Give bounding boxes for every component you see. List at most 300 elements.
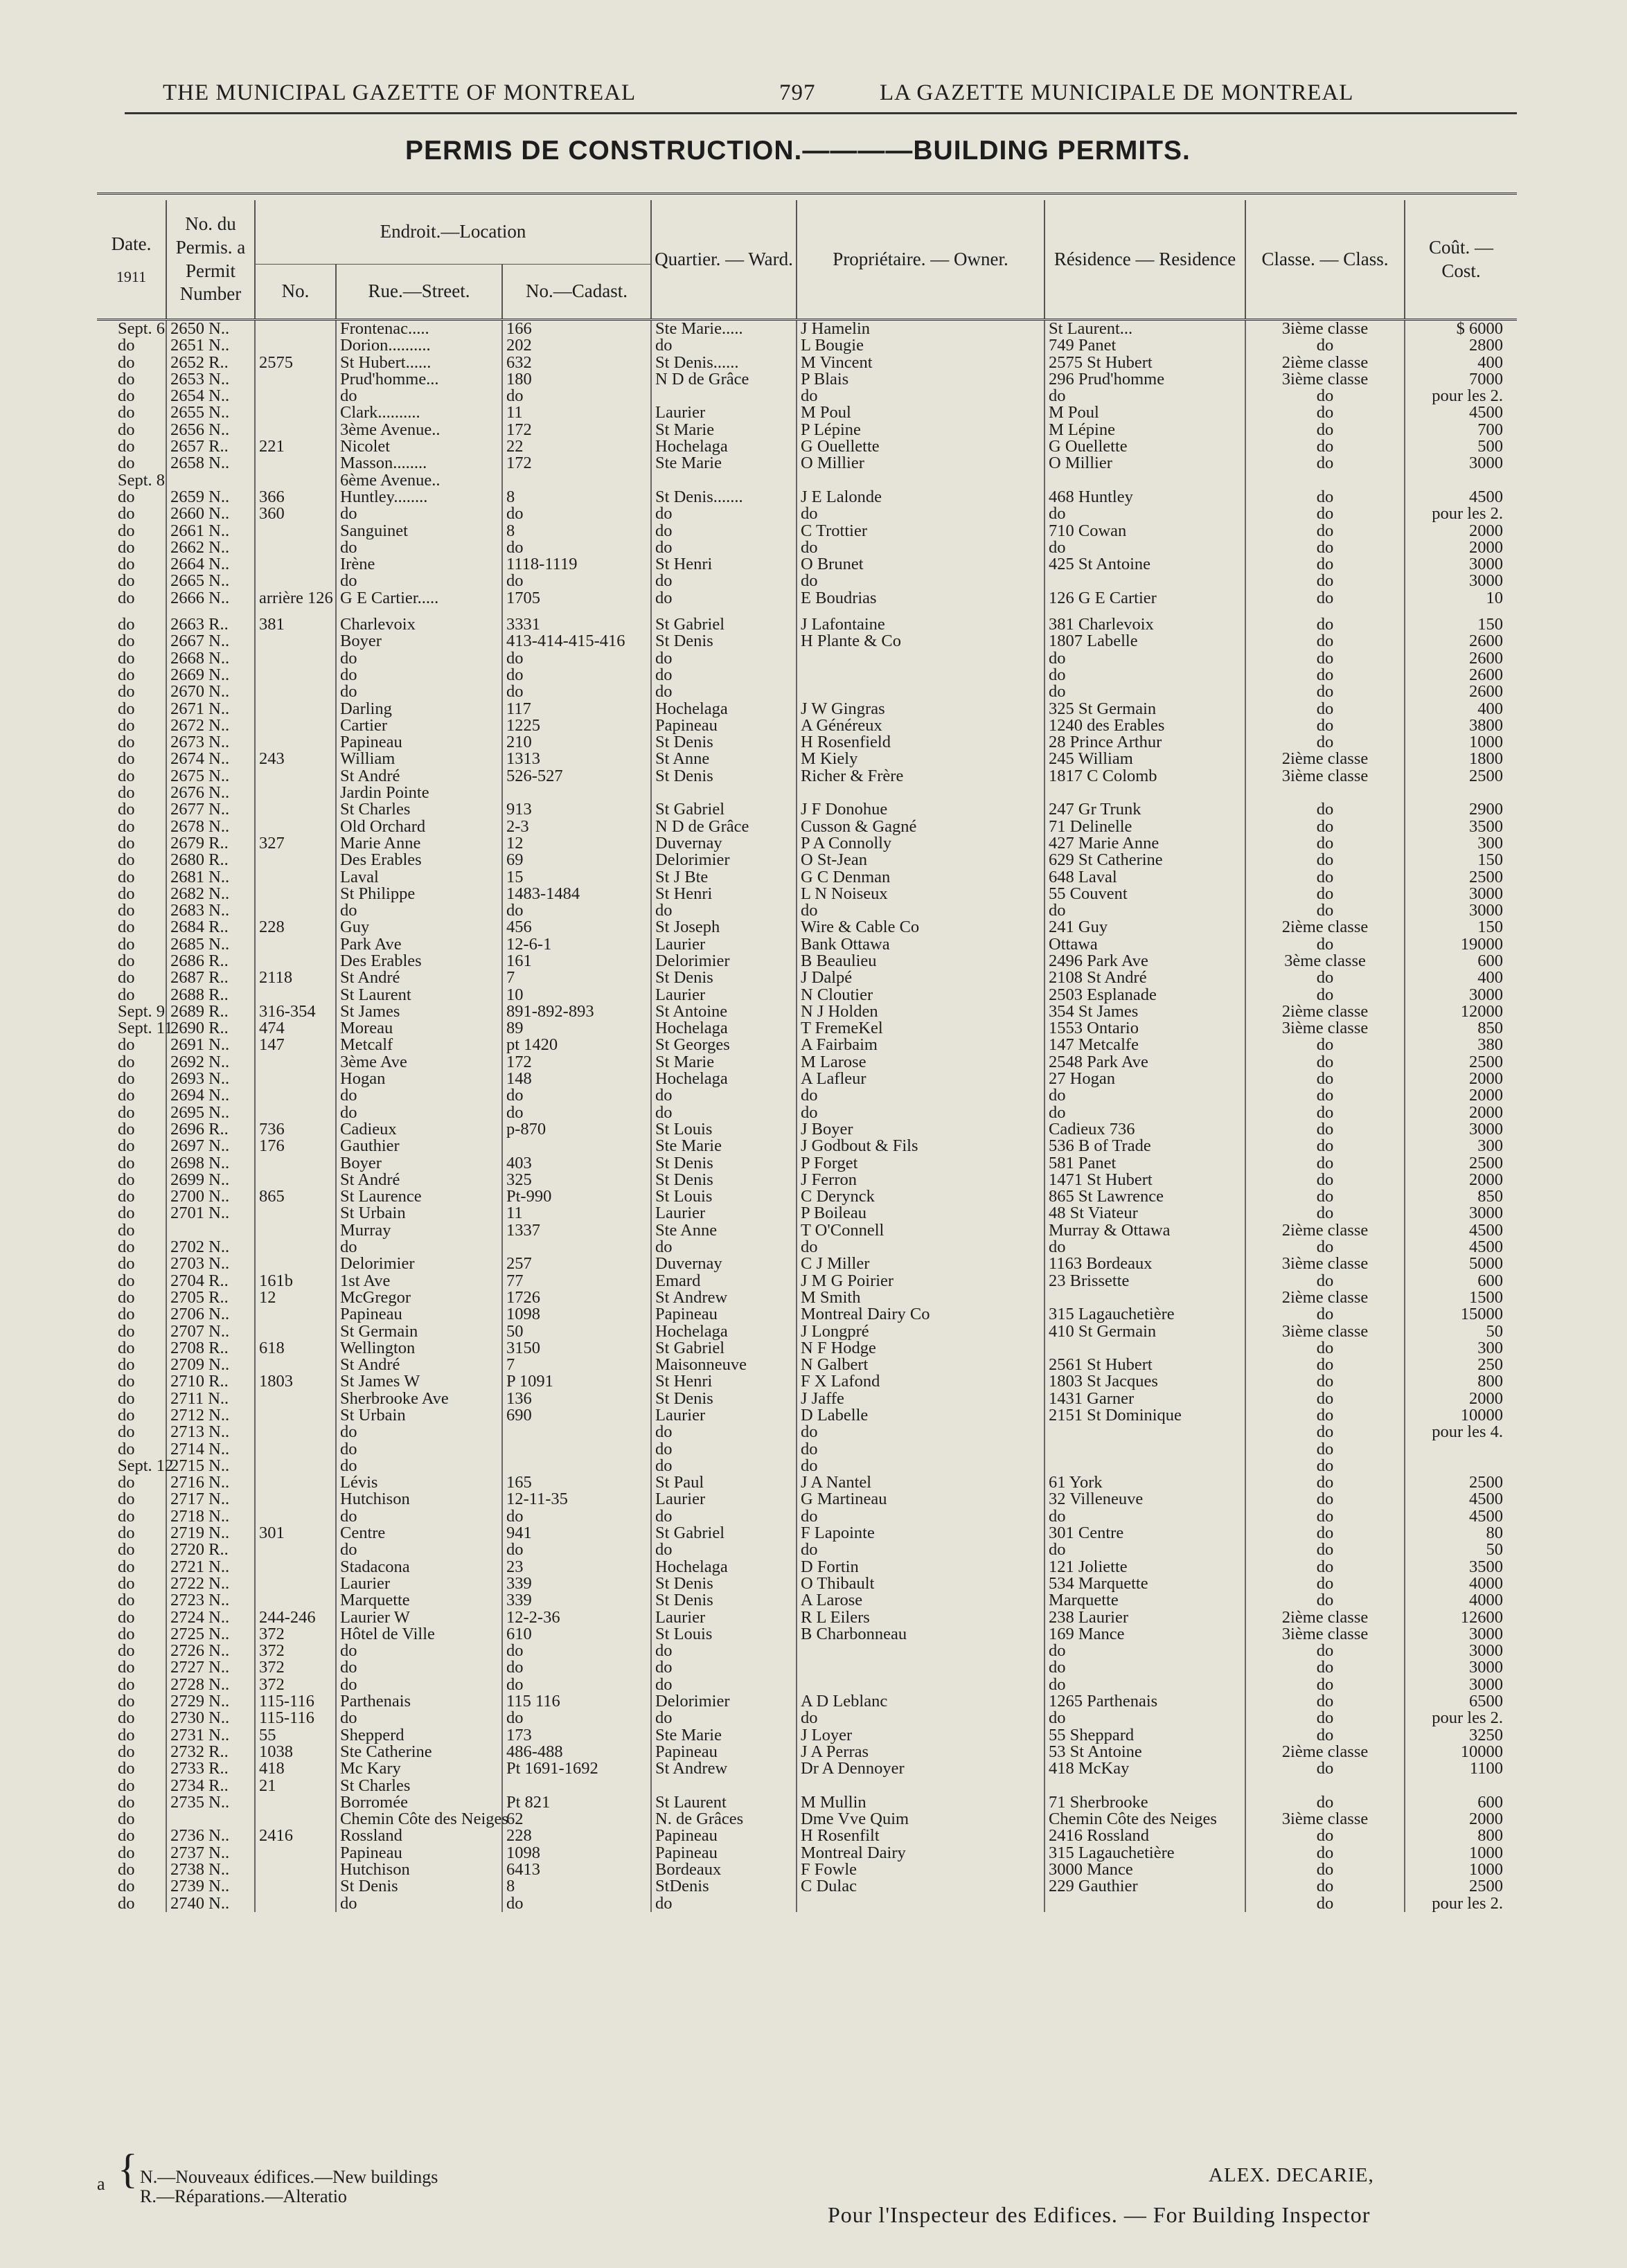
- cell-permit: 2667 N..: [166, 633, 255, 650]
- cell-cadast: 632: [502, 355, 651, 371]
- cell-owner: A Fairbaim: [797, 1037, 1044, 1053]
- cell-date: do: [118, 1204, 135, 1223]
- cell-date: do: [118, 1389, 135, 1408]
- cell-class: do: [1245, 1087, 1405, 1104]
- cell-ward: do: [651, 684, 797, 700]
- cell-ward: Delorimier: [651, 852, 797, 868]
- cell-cadast: 115 116: [502, 1693, 651, 1710]
- cell-cost: 600: [1405, 1273, 1517, 1289]
- cell-street: St André: [336, 1172, 502, 1188]
- header-rule: [125, 112, 1517, 114]
- cell-residence: [1044, 1441, 1245, 1458]
- cell-permit: 2664 N..: [166, 556, 255, 573]
- cell-date: do: [118, 682, 135, 702]
- cell-ward: Laurier: [651, 404, 797, 421]
- cell-class: do: [1245, 936, 1405, 953]
- cell-class: [1245, 1778, 1405, 1794]
- cell-cadast: 23: [502, 1559, 651, 1575]
- cell-class: [1245, 785, 1405, 801]
- cell-class: do: [1245, 734, 1405, 751]
- cell-residence: 71 Sherbrooke: [1044, 1794, 1245, 1811]
- cell-cost: 1000: [1405, 1861, 1517, 1878]
- cell-no: [255, 1542, 336, 1558]
- cell-cost: 2000: [1405, 1071, 1517, 1087]
- table-row: [97, 1693, 1517, 1710]
- cell-residence: 229 Gauthier: [1044, 1878, 1245, 1895]
- cell-cost: 4000: [1405, 1575, 1517, 1592]
- cell-street: do: [336, 1424, 502, 1440]
- cell-ward: do: [651, 539, 797, 556]
- cell-no: [255, 768, 336, 785]
- cell-street: Cartier: [336, 717, 502, 734]
- cell-no: 316-354: [255, 1003, 336, 1020]
- cell-no: [255, 936, 336, 953]
- cell-class: do: [1245, 556, 1405, 573]
- cell-no: 327: [255, 835, 336, 852]
- cell-residence: 245 William: [1044, 751, 1245, 767]
- cell-class: do: [1245, 701, 1405, 717]
- cell-cost: 2600: [1405, 650, 1517, 667]
- cell-ward: St Gabriel: [651, 1525, 797, 1542]
- cell-class: do: [1245, 1121, 1405, 1138]
- cell-class: do: [1245, 1508, 1405, 1525]
- cell-ward: St Denis: [651, 1592, 797, 1609]
- cell-cadast: do: [502, 1508, 651, 1525]
- table-row: [97, 472, 1517, 489]
- cell-ward: N D de Grâce: [651, 819, 797, 835]
- table-row: [97, 801, 1517, 818]
- cell-cadast: 202: [502, 337, 651, 354]
- cell-owner: J Lafontaine: [797, 616, 1044, 633]
- cell-ward: Hochelaga: [651, 1323, 797, 1340]
- table-row: [97, 1121, 1517, 1138]
- cell-street: do: [336, 506, 502, 522]
- cell-street: Papineau: [336, 734, 502, 751]
- cell-cost: 300: [1405, 1340, 1517, 1357]
- cell-cost: 3000: [1405, 987, 1517, 1003]
- cell-class: do: [1245, 1861, 1405, 1878]
- cell-no: [255, 1575, 336, 1592]
- table-row: [97, 573, 1517, 589]
- cell-no: [255, 701, 336, 717]
- cell-date: do: [118, 1119, 135, 1139]
- cell-no: [255, 1155, 336, 1172]
- cell-ward: St Denis: [651, 970, 797, 986]
- cell-cadast: 3150: [502, 1340, 651, 1357]
- cell-no: 372: [255, 1659, 336, 1676]
- cell-no: [255, 1105, 336, 1121]
- table-row: [97, 1003, 1517, 1020]
- cell-ward: do: [651, 650, 797, 667]
- cell-owner: do: [797, 1458, 1044, 1474]
- cell-ward: Ste Marie: [651, 1138, 797, 1154]
- cell-permit: 2703 N..: [166, 1256, 255, 1272]
- cell-owner: [797, 650, 1044, 667]
- cell-residence: [1044, 573, 1245, 589]
- cell-street: do: [336, 902, 502, 919]
- cell-class: do: [1245, 455, 1405, 472]
- cell-cadast: [502, 1458, 651, 1474]
- cell-owner: R L Eilers: [797, 1609, 1044, 1626]
- cell-class: do: [1245, 1828, 1405, 1844]
- cell-class: do: [1245, 590, 1405, 607]
- cell-ward: St Anne: [651, 751, 797, 767]
- cell-no: 243: [255, 751, 336, 767]
- cell-owner: do: [797, 539, 1044, 556]
- cell-no: 372: [255, 1626, 336, 1643]
- table-row: [97, 970, 1517, 986]
- cell-class: do: [1245, 1306, 1405, 1323]
- cell-residence: 315 Lagauchetière: [1044, 1306, 1245, 1323]
- cell-class: do: [1245, 1794, 1405, 1811]
- cell-street: Delorimier: [336, 1256, 502, 1272]
- cell-street: Dorion..........: [336, 337, 502, 354]
- cell-date: Sept. 8: [118, 470, 166, 490]
- cell-cadast: 1118-1119: [502, 556, 651, 573]
- cell-cost: 12000: [1405, 1003, 1517, 1020]
- cell-permit: 2712 N..: [166, 1407, 255, 1424]
- cell-residence: do: [1044, 1542, 1245, 1558]
- cell-street: St Laurence: [336, 1188, 502, 1205]
- cell-ward: do: [651, 1542, 797, 1558]
- table-row: [97, 404, 1517, 421]
- cell-ward: Hochelaga: [651, 1071, 797, 1087]
- cell-owner: A Généreux: [797, 717, 1044, 734]
- cell-residence: 301 Centre: [1044, 1525, 1245, 1542]
- cell-residence: M Poul: [1044, 404, 1245, 421]
- cell-permit: 2697 N..: [166, 1138, 255, 1154]
- table-row: [97, 1020, 1517, 1037]
- table-row: [97, 1155, 1517, 1172]
- cell-street: Sanguinet: [336, 523, 502, 539]
- cell-cadast: 173: [502, 1727, 651, 1744]
- cell-cost: [1405, 1441, 1517, 1458]
- cell-permit: 2655 N..: [166, 404, 255, 421]
- table-row: [97, 1744, 1517, 1760]
- cell-date: do: [118, 1338, 135, 1357]
- cell-owner: J Longpré: [797, 1323, 1044, 1340]
- cell-owner: do: [797, 1424, 1044, 1440]
- footnote-mark: a: [97, 2174, 105, 2194]
- cell-class: 3ième classe: [1245, 1020, 1405, 1037]
- cell-date: do: [118, 1641, 135, 1661]
- cell-no: [255, 472, 336, 489]
- cell-no: [255, 785, 336, 801]
- cell-street: McGregor: [336, 1289, 502, 1306]
- cell-cost: 4500: [1405, 1508, 1517, 1525]
- cell-date: do: [118, 403, 135, 422]
- cell-cost: [1405, 472, 1517, 489]
- cell-street: Borromée: [336, 1794, 502, 1811]
- table-row: [97, 1845, 1517, 1861]
- cell-ward: do: [651, 1677, 797, 1693]
- cell-cost: 1100: [1405, 1760, 1517, 1777]
- cell-owner: J E Lalonde: [797, 489, 1044, 506]
- cell-cadast: do: [502, 1677, 651, 1693]
- cell-date: do: [118, 1187, 135, 1206]
- cell-no: [255, 388, 336, 404]
- cell-residence: 241 Guy: [1044, 919, 1245, 936]
- cell-street: do: [336, 1542, 502, 1558]
- cell-date: do: [118, 1776, 135, 1795]
- cell-owner: M Poul: [797, 404, 1044, 421]
- cell-date: do: [118, 1254, 135, 1274]
- cell-residence: 418 McKay: [1044, 1760, 1245, 1777]
- cell-ward: Hochelaga: [651, 1020, 797, 1037]
- cell-ward: Papineau: [651, 717, 797, 734]
- cell-no: 1803: [255, 1373, 336, 1390]
- cell-permit: 2713 N..: [166, 1424, 255, 1440]
- cell-street: Ste Catherine: [336, 1744, 502, 1760]
- cell-residence: [1044, 1778, 1245, 1794]
- table-row: [97, 455, 1517, 472]
- cell-ward: Hochelaga: [651, 438, 797, 455]
- cell-ward: St Henri: [651, 886, 797, 902]
- cell-permit: 2678 N..: [166, 819, 255, 835]
- cell-permit: 2732 R..: [166, 1744, 255, 1760]
- table-row: [97, 1373, 1517, 1390]
- cell-residence: 648 Laval: [1044, 869, 1245, 886]
- cell-cost: 2500: [1405, 869, 1517, 886]
- cell-permit: 2709 N..: [166, 1357, 255, 1373]
- cell-cost: 1800: [1405, 751, 1517, 767]
- cell-date: Sept. 9: [118, 1001, 166, 1021]
- table-row: [97, 1659, 1517, 1676]
- cell-cadast: 456: [502, 919, 651, 936]
- cell-residence: 354 St James: [1044, 1003, 1245, 1020]
- cell-cadast: 172: [502, 455, 651, 472]
- cell-permit: 2673 N..: [166, 734, 255, 751]
- cell-date: do: [118, 1692, 135, 1711]
- cell-permit: 2652 R..: [166, 355, 255, 371]
- table-row: [97, 1895, 1517, 1912]
- cell-owner: F X Lafond: [797, 1373, 1044, 1390]
- table-row: [97, 936, 1517, 953]
- table-row: [97, 1087, 1517, 1104]
- cell-permit: 2660 N..: [166, 506, 255, 522]
- cell-cost: 600: [1405, 1794, 1517, 1811]
- cell-cadast: Pt 1691-1692: [502, 1760, 651, 1777]
- cell-date: do: [118, 1052, 135, 1071]
- cell-cost: 600: [1405, 953, 1517, 970]
- cell-residence: 71 Delinelle: [1044, 819, 1245, 835]
- table-row: [97, 1559, 1517, 1575]
- cell-cadast: [502, 1138, 651, 1154]
- cell-cadast: 172: [502, 422, 651, 438]
- cell-cadast: 339: [502, 1575, 651, 1592]
- cell-class: do: [1245, 684, 1405, 700]
- cell-owner: B Beaulieu: [797, 953, 1044, 970]
- cell-no: [255, 1357, 336, 1373]
- cell-ward: St Denis: [651, 633, 797, 650]
- cell-owner: [797, 1643, 1044, 1659]
- cell-residence: 27 Hogan: [1044, 1071, 1245, 1087]
- cell-class: do: [1245, 489, 1405, 506]
- cell-cost: 380: [1405, 1037, 1517, 1053]
- cell-class: do: [1245, 1760, 1405, 1777]
- cell-cost: 50: [1405, 1323, 1517, 1340]
- cell-no: [255, 1222, 336, 1239]
- table-row: [97, 1626, 1517, 1643]
- table-row: [97, 987, 1517, 1003]
- cell-street: Hutchison: [336, 1491, 502, 1508]
- cell-class: do: [1245, 717, 1405, 734]
- cell-ward: do: [651, 1643, 797, 1659]
- cell-ward: do: [651, 337, 797, 354]
- cell-owner: P Forget: [797, 1155, 1044, 1172]
- cell-class: 3ième classe: [1245, 1626, 1405, 1643]
- cell-permit: 2694 N..: [166, 1087, 255, 1104]
- cell-ward: Ste Anne: [651, 1222, 797, 1239]
- cell-cost: pour les 2.: [1405, 506, 1517, 522]
- cell-cost: 19000: [1405, 936, 1517, 953]
- table-row: [97, 1828, 1517, 1844]
- cell-residence: 2151 St Dominique: [1044, 1407, 1245, 1424]
- cell-class: do: [1245, 1727, 1405, 1744]
- cell-owner: L N Noiseux: [797, 886, 1044, 902]
- cell-permit: 2724 N..: [166, 1609, 255, 1626]
- cell-cadast: 161: [502, 953, 651, 970]
- cell-street: Wellington: [336, 1340, 502, 1357]
- table-row: [97, 1778, 1517, 1794]
- cell-class: do: [1245, 1643, 1405, 1659]
- table-row: [97, 1491, 1517, 1508]
- cell-cadast: 228: [502, 1828, 651, 1844]
- cell-class: do: [1245, 1677, 1405, 1693]
- cell-residence: 1163 Bordeaux: [1044, 1256, 1245, 1272]
- cell-cadast: 913: [502, 801, 651, 818]
- cell-cost: 400: [1405, 355, 1517, 371]
- cell-permit: 2701 N..: [166, 1205, 255, 1222]
- cell-street: Frontenac.....: [336, 320, 502, 338]
- cell-street: Laval: [336, 869, 502, 886]
- cell-street: Rossland: [336, 1828, 502, 1844]
- cell-class: 2ième classe: [1245, 919, 1405, 936]
- cell-permit: 2651 N..: [166, 337, 255, 354]
- cell-residence: 629 St Catherine: [1044, 852, 1245, 868]
- cell-date: do: [118, 1506, 135, 1526]
- cell-owner: T O'Connell: [797, 1222, 1044, 1239]
- cell-street: do: [336, 684, 502, 700]
- cell-ward: Laurier: [651, 1609, 797, 1626]
- cell-ward: St Marie: [651, 1054, 797, 1071]
- cell-class: [1245, 472, 1405, 489]
- cell-no: [255, 801, 336, 818]
- cell-date: do: [118, 504, 135, 524]
- cell-street: St Germain: [336, 1323, 502, 1340]
- cell-date: do: [118, 369, 135, 389]
- cell-street: St Charles: [336, 801, 502, 818]
- cell-no: [255, 422, 336, 438]
- cell-no: [255, 1845, 336, 1861]
- cell-date: do: [118, 487, 135, 506]
- table-row: [97, 684, 1517, 700]
- cell-cadast: 12-6-1: [502, 936, 651, 953]
- cell-residence: do: [1044, 506, 1245, 522]
- cell-owner: G Ouellette: [797, 438, 1044, 455]
- cell-permit: 2666 N..: [166, 590, 255, 607]
- cell-date: do: [118, 1287, 135, 1307]
- cell-owner: G Martineau: [797, 1491, 1044, 1508]
- cell-permit: 2650 N..: [166, 320, 255, 338]
- cell-cadast: 891-892-893: [502, 1003, 651, 1020]
- cell-date: do: [118, 1725, 135, 1744]
- cell-cost: 3500: [1405, 819, 1517, 835]
- cell-class: do: [1245, 1491, 1405, 1508]
- cell-class: do: [1245, 1340, 1405, 1357]
- cell-class: do: [1245, 1407, 1405, 1424]
- cell-street: St André: [336, 970, 502, 986]
- cell-owner: G C Denman: [797, 869, 1044, 886]
- cell-ward: St Denis: [651, 768, 797, 785]
- table-row: [97, 785, 1517, 801]
- cell-date: do: [118, 1792, 135, 1812]
- table-row: [97, 422, 1517, 438]
- cell-class: do: [1245, 835, 1405, 852]
- cell-street: do: [336, 1710, 502, 1726]
- cell-class: do: [1245, 438, 1405, 455]
- cell-owner: A D Leblanc: [797, 1693, 1044, 1710]
- cell-residence: 536 B of Trade: [1044, 1138, 1245, 1154]
- cell-residence: do: [1044, 1239, 1245, 1256]
- cell-cadast: 8: [502, 1878, 651, 1895]
- cell-class: do: [1245, 819, 1405, 835]
- cell-class: do: [1245, 801, 1405, 818]
- cell-date: do: [118, 571, 135, 591]
- cell-date: do: [118, 749, 135, 769]
- cell-no: 372: [255, 1677, 336, 1693]
- cell-permit: 2700 N..: [166, 1188, 255, 1205]
- cell-permit: 2735 N..: [166, 1794, 255, 1811]
- cell-cadast: 403: [502, 1155, 651, 1172]
- cell-date: do: [118, 1893, 135, 1913]
- cell-ward: [651, 388, 797, 404]
- cell-residence: 28 Prince Arthur: [1044, 734, 1245, 751]
- cell-no: 381: [255, 616, 336, 633]
- cell-cost: 300: [1405, 1138, 1517, 1154]
- cell-permit: 2706 N..: [166, 1306, 255, 1323]
- cell-residence: do: [1044, 539, 1245, 556]
- cell-permit: 2704 R..: [166, 1273, 255, 1289]
- cell-ward: Hochelaga: [651, 701, 797, 717]
- cell-cost: 3000: [1405, 1677, 1517, 1693]
- cell-cost: 3800: [1405, 717, 1517, 734]
- table-row: [97, 1037, 1517, 1053]
- cell-permit: 2692 N..: [166, 1054, 255, 1071]
- cell-ward: do: [651, 1895, 797, 1912]
- cell-residence: 48 St Viateur: [1044, 1205, 1245, 1222]
- cell-ward: Maisonneuve: [651, 1357, 797, 1373]
- cell-owner: P Blais: [797, 371, 1044, 388]
- col-residence: Résidence — Residence: [1044, 200, 1245, 320]
- cell-owner: C Derynck: [797, 1188, 1044, 1205]
- cell-date: do: [118, 1742, 135, 1761]
- table-row: [97, 371, 1517, 388]
- table-row: [97, 556, 1517, 573]
- cell-cadast: do: [502, 1643, 651, 1659]
- cell-cadast: 1313: [502, 751, 651, 767]
- cell-class: 2ième classe: [1245, 1744, 1405, 1760]
- cell-date: do: [118, 766, 135, 785]
- cell-residence: Marquette: [1044, 1592, 1245, 1609]
- cell-owner: H Rosenfield: [797, 734, 1044, 751]
- cell-ward: St Joseph: [651, 919, 797, 936]
- table-row: [97, 1727, 1517, 1744]
- cell-ward: St J Bte: [651, 869, 797, 886]
- cell-cost: 4000: [1405, 1592, 1517, 1609]
- cell-no: [255, 734, 336, 751]
- cell-permit: 2716 N..: [166, 1474, 255, 1491]
